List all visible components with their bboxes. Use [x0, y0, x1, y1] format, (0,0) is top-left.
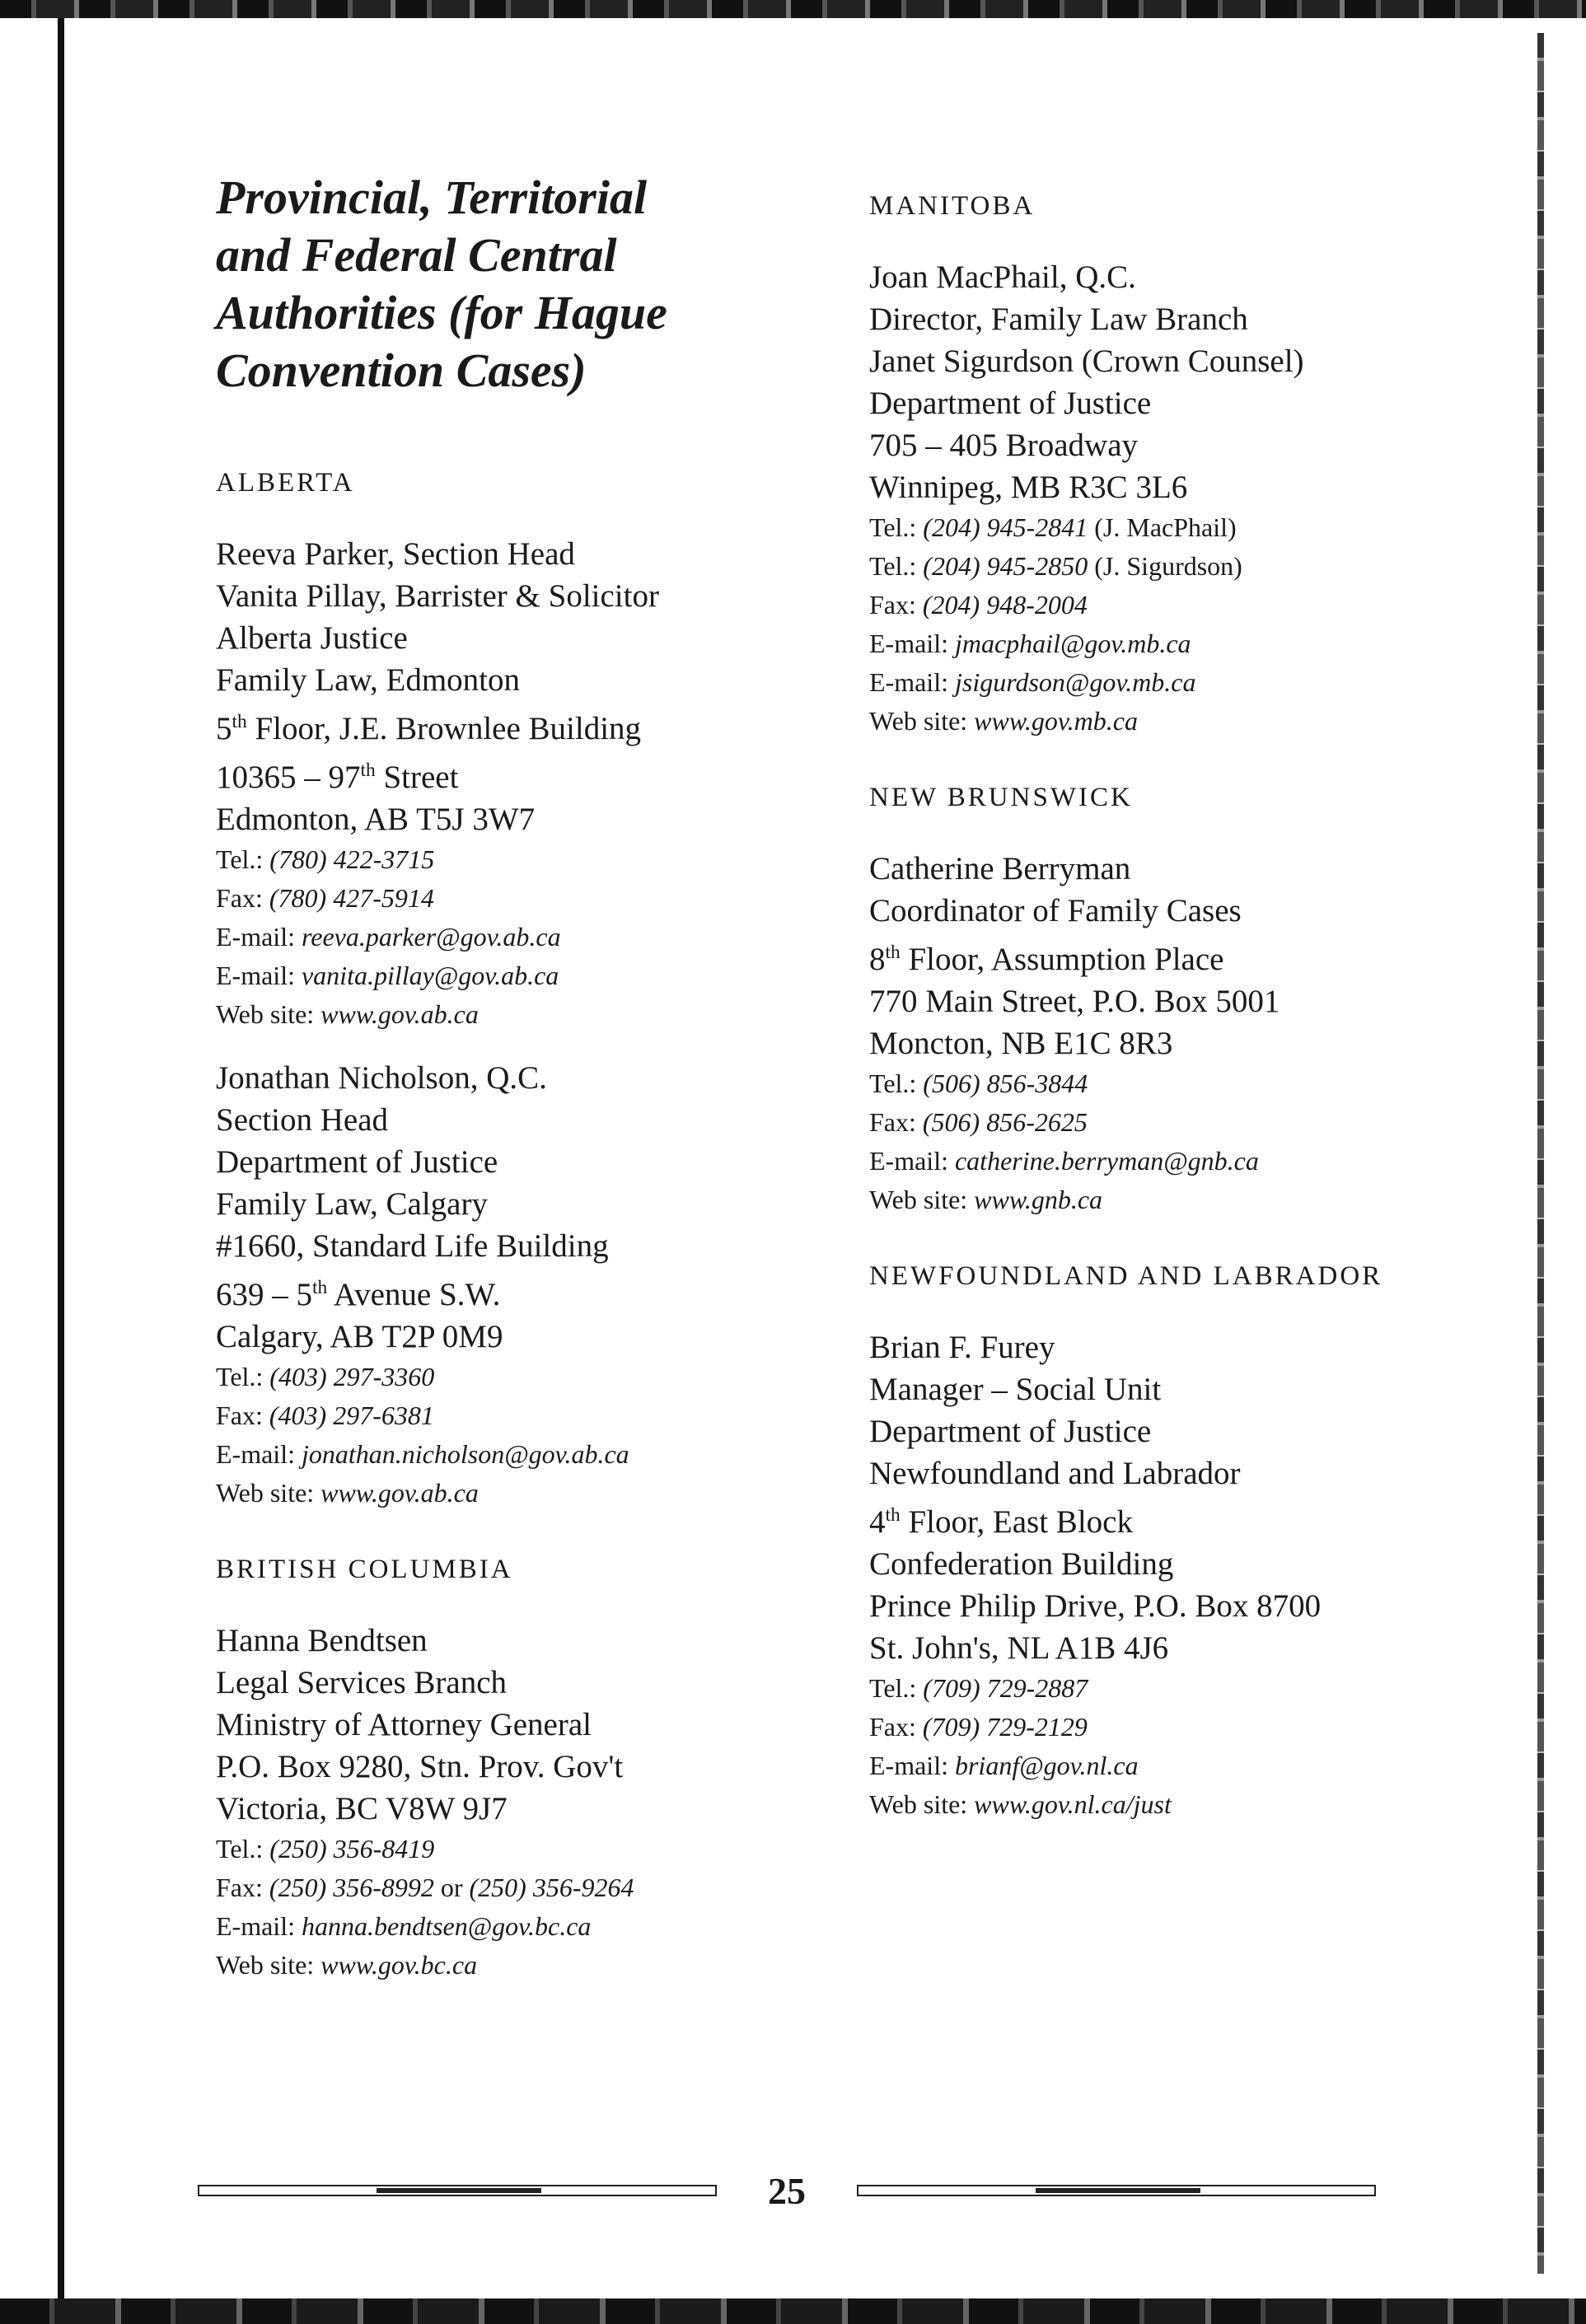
- page-title: [216, 169, 743, 400]
- tel-value: (204) 945-2841: [923, 512, 1088, 542]
- address-line: P.O. Box 9280, Stn. Prov. Gov't: [216, 1749, 624, 1784]
- address-line: 705 – 405 Broadway: [869, 428, 1139, 463]
- fax-value: (403) 297-6381: [269, 1400, 434, 1430]
- fax: [216, 879, 743, 918]
- page-number: 25: [768, 2170, 806, 2212]
- title-line: Authorities (for Hague: [216, 286, 667, 339]
- address-line: Catherine Berryman: [869, 851, 1131, 886]
- address-line: 8th Floor, Assumption Place: [869, 942, 1224, 977]
- address-line: #1660, Standard Life Building: [216, 1228, 609, 1264]
- address-line: Alberta Justice: [216, 620, 408, 656]
- address-line: Victoria, BC V8W 9J7: [216, 1791, 508, 1826]
- website: [216, 995, 743, 1034]
- website-link[interactable]: www.gnb.ca: [974, 1185, 1103, 1214]
- address-line: Family Law, Edmonton: [216, 662, 521, 698]
- tel: [869, 1064, 1446, 1103]
- email-label: E-mail:: [216, 1439, 295, 1469]
- contact-block: [869, 256, 1446, 741]
- email: [869, 1747, 1446, 1785]
- address-line: Department of Justice: [869, 386, 1152, 421]
- address-line: Legal Services Branch: [216, 1665, 508, 1700]
- province-section: [869, 779, 1446, 1219]
- email: [869, 1142, 1446, 1181]
- contact-block: [869, 848, 1446, 1219]
- tel-value: (709) 729-2887: [923, 1673, 1088, 1703]
- left-sections: [216, 464, 743, 1985]
- province-heading: BRITISH COLUMBIA: [216, 1555, 513, 1584]
- tel-label: Tel.:: [869, 1673, 917, 1703]
- footer-rule-left: [198, 2185, 717, 2196]
- website: [869, 1785, 1446, 1824]
- fax-label: Fax:: [216, 883, 263, 913]
- address-line: 5th Floor, J.E. Brownlee Building: [216, 711, 642, 746]
- title-line: and Federal Central: [216, 228, 617, 282]
- fax: [216, 1868, 743, 1907]
- contact-block: [869, 1326, 1446, 1824]
- address-line: Department of Justice: [869, 1414, 1152, 1449]
- address-line: Prince Philip Drive, P.O. Box 8700: [869, 1588, 1322, 1624]
- email: [216, 1435, 743, 1474]
- address-line: 10365 – 97th Street: [216, 760, 459, 795]
- tel-note: (J. Sigurdson): [1094, 551, 1242, 581]
- address-line: 770 Main Street, P.O. Box 5001: [869, 984, 1280, 1019]
- email-label: E-mail:: [216, 961, 295, 990]
- fax-value: (204) 948-2004: [922, 590, 1088, 620]
- tel-label: Tel.:: [869, 1068, 917, 1098]
- address-line: Vanita Pillay, Barrister & Solicitor: [216, 578, 659, 614]
- address-line: Newfoundland and Labrador: [869, 1456, 1241, 1491]
- website: [216, 1474, 743, 1513]
- address-line: Janet Sigurdson (Crown Counsel): [869, 344, 1304, 379]
- tel: [869, 508, 1446, 547]
- address-line: Jonathan Nicholson, Q.C.: [216, 1060, 547, 1096]
- website-label: Web site:: [216, 1478, 315, 1508]
- website-label: Web site:: [869, 1789, 968, 1819]
- address-line: Family Law, Calgary: [216, 1186, 488, 1222]
- address-line: Brian F. Furey: [869, 1330, 1055, 1365]
- province-section: [869, 1257, 1446, 1824]
- address-line: Winnipeg, MB R3C 3L6: [869, 470, 1188, 505]
- right-column: [869, 169, 1446, 1862]
- website-link[interactable]: www.gov.mb.ca: [974, 706, 1138, 736]
- address-line: 4th Floor, East Block: [869, 1504, 1133, 1540]
- address-line: Hanna Bendtsen: [216, 1623, 428, 1658]
- website-label: Web site:: [216, 1950, 315, 1980]
- tel-label: Tel.:: [869, 512, 917, 542]
- address-line: Reeva Parker, Section Head: [216, 536, 575, 572]
- province-heading: NEW BRUNSWICK: [869, 783, 1133, 812]
- website-link[interactable]: www.gov.ab.ca: [320, 1478, 479, 1508]
- website-link[interactable]: www.gov.bc.ca: [320, 1950, 478, 1980]
- tel: [216, 840, 743, 879]
- province-heading: ALBERTA: [216, 468, 355, 498]
- tel-value: (250) 356-8419: [269, 1834, 435, 1863]
- fax-value: (506) 856-2625: [922, 1107, 1088, 1137]
- address-line: Calgary, AB T2P 0M9: [216, 1319, 503, 1354]
- email-link[interactable]: jsigurdson@gov.mb.ca: [954, 667, 1196, 697]
- fax: [869, 586, 1446, 624]
- tel-label: Tel.:: [216, 1362, 264, 1391]
- contact-block: [216, 533, 743, 1034]
- footer-rule-right: [857, 2185, 1376, 2196]
- website-link[interactable]: www.gov.ab.ca: [320, 999, 479, 1029]
- address-line: Department of Justice: [216, 1144, 498, 1180]
- website: [869, 1181, 1446, 1219]
- scan-border-right: [1537, 33, 1544, 2274]
- tel-value: (780) 422-3715: [269, 844, 435, 874]
- website: [869, 702, 1446, 741]
- tel: [216, 1358, 743, 1396]
- email: [216, 956, 743, 995]
- right-sections: [869, 187, 1446, 1824]
- website-label: Web site:: [869, 1185, 968, 1214]
- email-label: E-mail:: [869, 1146, 948, 1176]
- fax: [869, 1103, 1446, 1142]
- address-line: Ministry of Attorney General: [216, 1707, 592, 1742]
- email-label: E-mail:: [216, 1911, 295, 1941]
- email-label: E-mail:: [216, 922, 295, 952]
- email-link[interactable]: catherine.berryman@gnb.ca: [954, 1146, 1259, 1176]
- scan-border-bottom: [0, 2298, 1586, 2324]
- address-line: Confederation Building: [869, 1546, 1174, 1582]
- email: [216, 918, 743, 956]
- website-label: Web site:: [869, 706, 968, 736]
- address-line: Section Head: [216, 1102, 389, 1138]
- address-line: Moncton, NB E1C 8R3: [869, 1026, 1173, 1061]
- province-heading: MANITOBA: [869, 191, 1036, 221]
- fax-value: (250) 356-8992: [269, 1873, 434, 1902]
- scan-border-top: [0, 0, 1586, 18]
- fax: [869, 1708, 1446, 1747]
- fax-label: Fax:: [869, 590, 916, 620]
- email: [869, 663, 1446, 702]
- tel-label: Tel.:: [869, 551, 917, 581]
- tel: [869, 1669, 1446, 1708]
- address-line: Joan MacPhail, Q.C.: [869, 260, 1136, 295]
- email-link[interactable]: brianf@gov.nl.ca: [954, 1751, 1139, 1780]
- fax-label: Fax:: [216, 1873, 263, 1902]
- left-column: [216, 169, 743, 2022]
- page-footer: [198, 2170, 1384, 2214]
- email-link[interactable]: jmacphail@gov.mb.ca: [954, 629, 1191, 658]
- fax-value: (780) 427-5914: [269, 883, 434, 913]
- email-link[interactable]: vanita.pillay@gov.ab.ca: [301, 961, 559, 990]
- website-link[interactable]: www.gov.nl.ca/just: [974, 1789, 1172, 1819]
- tel-value: (204) 945-2850: [923, 551, 1088, 581]
- email-label: E-mail:: [869, 1751, 948, 1780]
- address-line: Manager – Social Unit: [869, 1372, 1162, 1407]
- tel: [869, 547, 1446, 586]
- address-line: Coordinator of Family Cases: [869, 893, 1242, 928]
- email-label: E-mail:: [869, 667, 948, 697]
- tel-label: Tel.:: [216, 1834, 264, 1863]
- address-line: Edmonton, AB T5J 3W7: [216, 802, 536, 837]
- website-label: Web site:: [216, 999, 315, 1029]
- title-line: Convention Cases): [216, 344, 587, 397]
- email: [216, 1907, 743, 1946]
- contact-block: [216, 1057, 743, 1513]
- tel-note: (J. MacPhail): [1094, 512, 1237, 542]
- scan-border-left: [58, 18, 64, 2298]
- fax-label: Fax:: [869, 1107, 916, 1137]
- tel-value: (403) 297-3360: [269, 1362, 435, 1391]
- fax-label: Fax:: [869, 1712, 916, 1742]
- email-link[interactable]: reeva.parker@gov.ab.ca: [301, 922, 561, 952]
- tel-label: Tel.:: [216, 844, 264, 874]
- address-line: St. John's, NL A1B 4J6: [869, 1630, 1169, 1666]
- address-line: Director, Family Law Branch: [869, 302, 1248, 337]
- province-section: [216, 464, 743, 1513]
- address-line: 639 – 5th Avenue S.W.: [216, 1277, 501, 1312]
- tel: [216, 1830, 743, 1868]
- province-section: [869, 187, 1446, 741]
- email-link[interactable]: hanna.bendtsen@gov.bc.ca: [301, 1911, 592, 1941]
- province-section: [216, 1550, 743, 1985]
- title-line: Provincial, Territorial: [216, 171, 648, 224]
- fax-alt-value: (250) 356-9264: [469, 1873, 634, 1902]
- fax-value: (709) 729-2129: [922, 1712, 1088, 1742]
- fax-or: or: [440, 1873, 463, 1902]
- fax: [216, 1396, 743, 1435]
- province-heading: NEWFOUNDLAND AND LABRADOR: [869, 1261, 1383, 1291]
- website: [216, 1946, 743, 1985]
- fax-label: Fax:: [216, 1400, 263, 1430]
- email: [869, 624, 1446, 663]
- tel-value: (506) 856-3844: [923, 1068, 1088, 1098]
- email-label: E-mail:: [869, 629, 948, 658]
- email-link[interactable]: jonathan.nicholson@gov.ab.ca: [301, 1439, 629, 1469]
- contact-block: [216, 1620, 743, 1985]
